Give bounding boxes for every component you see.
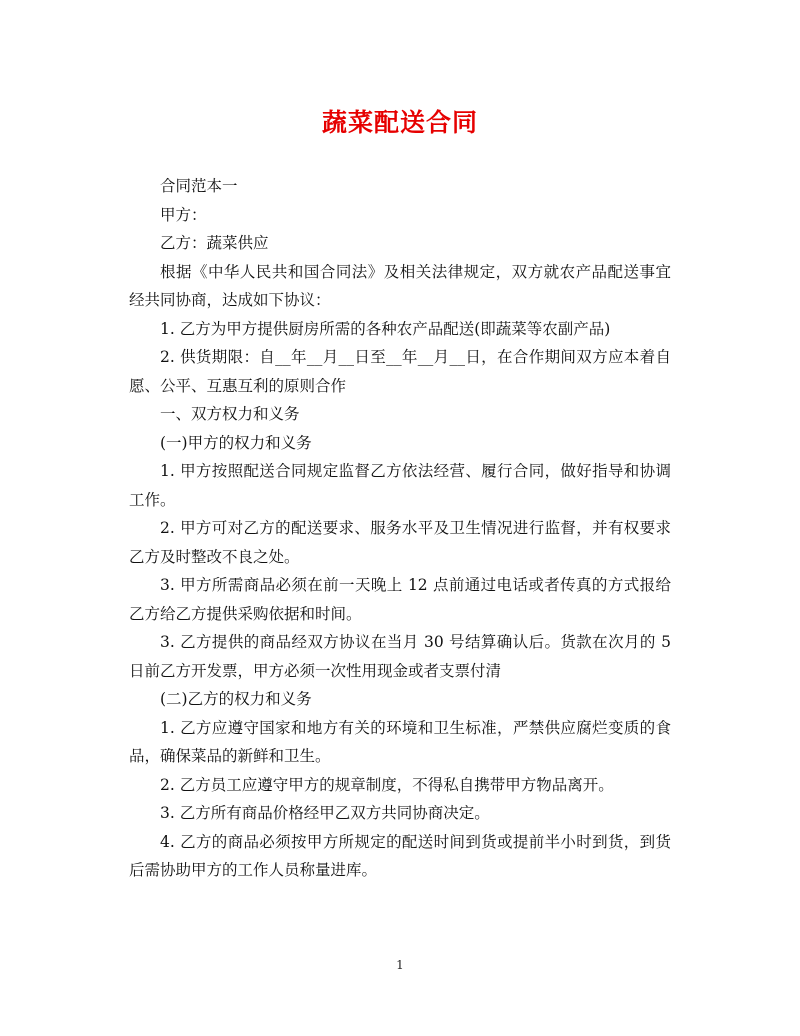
paragraph-party-b-item-2: 2. 乙方员工应遵守甲方的规章制度，不得私自携带甲方物品离开。	[160, 775, 614, 794]
paragraph-party-a: 甲方：	[160, 205, 207, 224]
paragraph-party-b-item-3: 3. 乙方所有商品价格经甲乙双方共同协商决定。	[160, 804, 490, 822]
document-title: 蔬菜配送合同	[321, 108, 478, 137]
page-number: 1	[396, 958, 404, 972]
subsection-heading-party-b: (二)乙方的权力和义务	[160, 690, 312, 708]
paragraph-clause-1: 1. 乙方为甲方提供厨房所需的各种农产品配送(即蔬菜等农副产品)	[160, 319, 611, 338]
paragraph-party-b-item-1: 1. 乙方应遵守国家和地方有关的环境和卫生标准，严禁供应腐烂变质的食品，确保菜品的新鲜和卫生。	[129, 718, 671, 765]
paragraph-party-a-item-2: 2. 甲方可对乙方的配送要求、服务水平及卫生情况进行监督，并有权要求乙方及时整改不良之处。	[129, 519, 671, 566]
paragraph-template-label: 合同范本一	[160, 177, 238, 195]
paragraph-clause-2: 2. 供货期限：自__年__月__日至__年__月__日，在合作期间双方应本着自愿、公平、互惠互利的原则合作	[129, 348, 671, 395]
paragraph-party-a-item-1: 1. 甲方按照配送合同规定监督乙方依法经营、履行合同，做好指导和协调工作。	[129, 462, 671, 509]
paragraph-party-a-item-3: 3. 甲方所需商品必须在前一天晚上 12 点前通过电话或者传真的方式报给乙方给乙方提供采购依据和时间。	[129, 576, 671, 623]
paragraph-party-b: 乙方：蔬菜供应	[160, 234, 269, 252]
paragraph-party-a-item-4: 3. 乙方提供的商品经双方协议在当月 30 号结算确认后。货款在次月的 5 日前乙方开发票，甲方必须一次性用现金或者支票付清	[129, 633, 671, 680]
section-heading-rights: 一、双方权力和义务	[160, 405, 300, 423]
paragraph-party-b-item-4: 4. 乙方的商品必须按甲方所规定的配送时间到货或提前半小时到货，到货后需协助甲方的工作人员称量进库。	[129, 832, 671, 879]
document-body	[129, 172, 671, 885]
subsection-heading-party-a: (一)甲方的权力和义务	[160, 433, 312, 452]
paragraph-legal-basis: 根据《中华人民共和国合同法》及相关法律规定，双方就农产品配送事宜经共同协商，达成如下协议：	[129, 262, 671, 309]
